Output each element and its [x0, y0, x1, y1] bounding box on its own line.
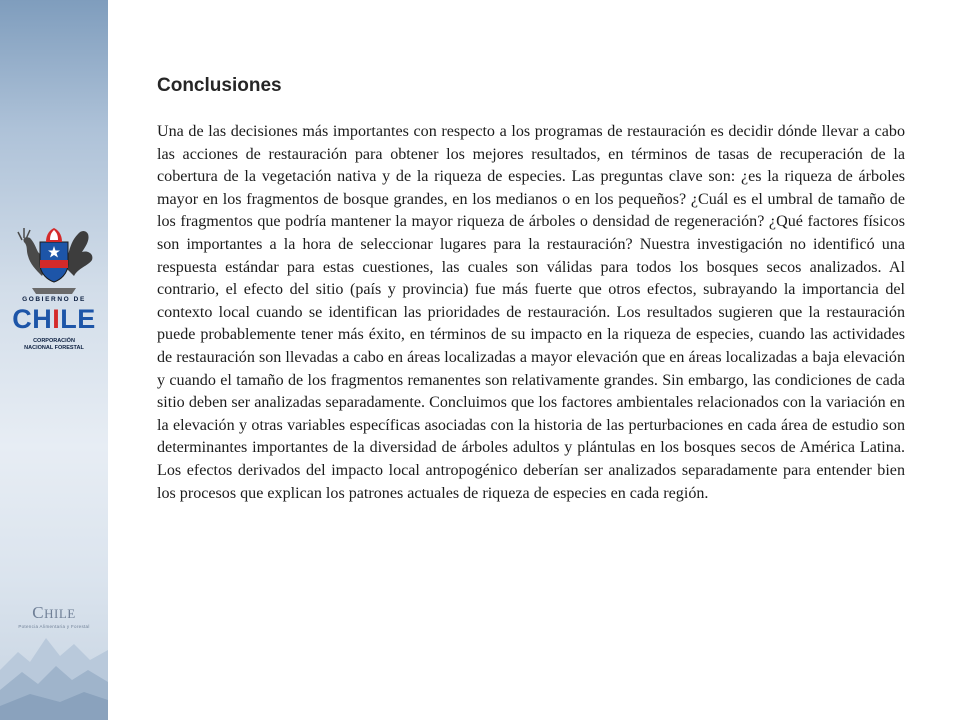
chile-brand-tagline: Potencia Alimentaria y Forestal: [18, 624, 90, 629]
slide-title: Conclusiones: [157, 75, 282, 96]
conaf-label: [0, 338, 108, 352]
conaf-line-2: NACIONAL FORESTAL: [24, 345, 84, 351]
gobierno-label: GOBIERNO DE: [22, 296, 86, 303]
conclusions-paragraph: Una de las decisiones más importantes con respecto a los programas de restauración es decidir dónde llevar a cabo las acciones de restauración para obtener los mejores resultados, en términos de tasas de recuperación de la cobertura de la vegetación nativa y de la riqueza de especies. Las preguntas clave son: ¿es la riqueza de árboles mayor en los fragmentos de bosque grandes, en los medianos o en los pequeños? ¿Cuál es el umbral de tamaño de los fragmentos que podría mantener la mayor riqueza de árboles o densidad de regeneración? ¿Qué factores físicos son importantes a la hora de seleccionar lugares para la restauración? Nuestra investigación no identificó una respuesta estándar para estas cuestiones, las cuales son válidas para todos los bosques secos analizados. Al contrario, el efecto del sitio (país y provincia) fue más fuerte que otros efectos, subrayando la importancia del contexto local cuando se identifican las prioridades de restauración. Los resultados sugieren que la restauración puede probablemente tener más éxito, en términos de su impacto en la riqueza de especies, cuando las actividades de restauración son llevadas a cabo en áreas localizadas a mayor elevación que en áreas localizadas a baja elevación y cuando el tamaño de los fragmentos remanentes son relativamente grandes. Sin embargo, las condiciones de cada sitio deben ser analizadas separadamente. Concluimos que los factores ambientales relacionados con la variación en la elevación y otras variables específicas asociadas con la historia de las perturbaciones en cada área de estudio son determinantes importantes de la diversidad de árboles adultos y plántulas en los bosques secos de América Latina. Los efectos derivados del impacto local antropogénico deberían ser analizados separadamente para entender bien los procesos que explican los patrones actuales de riqueza de especies en cada región.: [157, 123, 905, 502]
chile-logo-text: CHILE: [12, 304, 96, 334]
conaf-line-1: CORPORACIÓN: [33, 338, 75, 344]
sidebar-panel: [0, 0, 108, 720]
coat-of-arms-icon: [8, 220, 100, 300]
chile-brand-logo: CHILE: [32, 603, 76, 622]
